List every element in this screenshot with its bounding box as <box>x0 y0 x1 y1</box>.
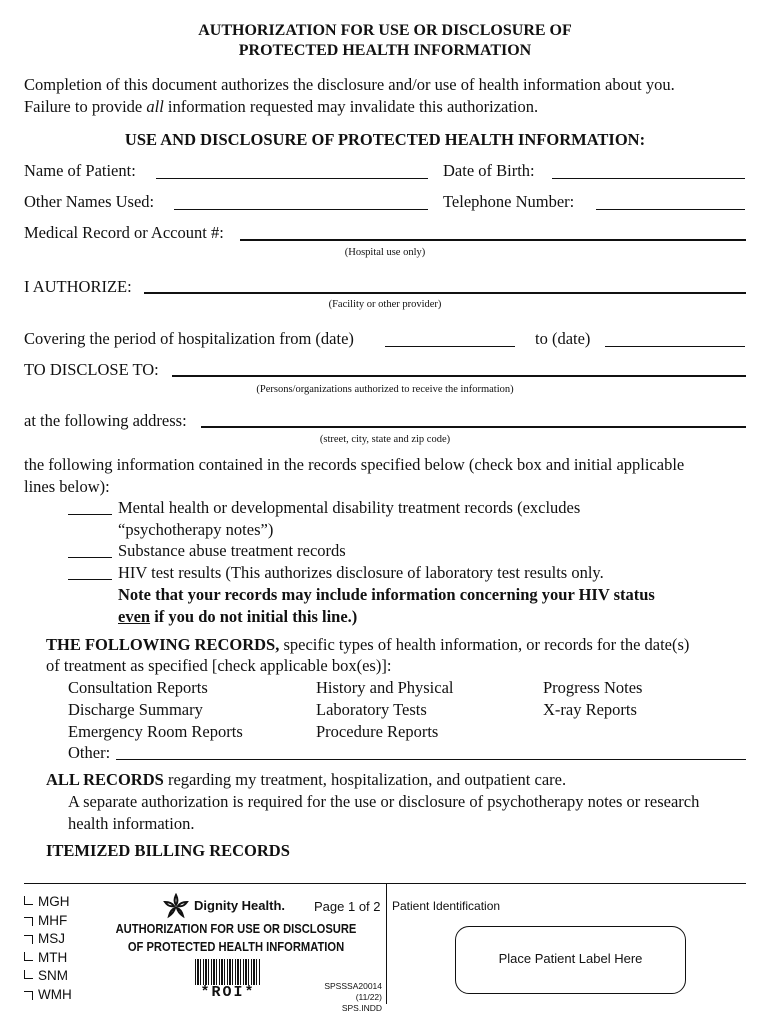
barcode-text: *ROI* <box>200 984 256 1001</box>
hospital-use-note: (Hospital use only) <box>344 247 426 258</box>
to-date-field[interactable] <box>605 346 745 347</box>
record-option-history[interactable]: History and Physical <box>316 678 454 697</box>
facility-mhf[interactable]: MHF <box>24 912 72 931</box>
all-records-line[interactable] <box>46 770 566 790</box>
checkbox-icon <box>24 917 33 926</box>
medical-record-field[interactable] <box>240 239 746 241</box>
patient-identification-label: Patient Identification <box>392 899 501 913</box>
barcode <box>195 959 261 985</box>
name-of-patient-label: Name of Patient: <box>24 161 136 180</box>
brand-name: Dignity Health. <box>194 898 286 913</box>
hiv-note-line2 <box>118 607 357 627</box>
name-of-patient-field[interactable] <box>156 178 428 179</box>
mental-health-line2: “psychotherapy notes”) <box>118 520 274 539</box>
records-intro-line2: lines below): <box>24 477 110 496</box>
form-code-line2: (11/22) SPS.INDD <box>341 992 382 1013</box>
substance-abuse-initial-field[interactable] <box>68 557 112 558</box>
intro-emphasis: all <box>146 97 164 116</box>
section-heading: USE AND DISCLOSURE OF PROTECTED HEALTH INFORMATION: <box>124 130 646 149</box>
dignity-health-star-icon <box>162 893 190 919</box>
address-note: (street, city, state and zip code) <box>319 434 451 445</box>
form-code <box>318 981 382 1014</box>
disclose-to-label: TO DISCLOSE TO: <box>24 360 159 379</box>
hiv-initial-field[interactable] <box>68 579 112 580</box>
record-option-emergency[interactable]: Emergency Room Reports <box>68 722 243 741</box>
intro-line2 <box>24 97 538 117</box>
following-records-line2: of treatment as specified [check applicable box(es)]: <box>46 656 392 675</box>
checkbox-icon <box>24 991 33 1000</box>
other-field[interactable] <box>116 759 746 760</box>
facility-snm[interactable]: SNM <box>24 967 72 986</box>
records-intro-line1: the following information contained in the records specified below (check box and initial applicable <box>24 455 685 474</box>
all-records-text: regarding my treatment, hospitalization, and outpatient care. <box>163 770 567 789</box>
facility-wmh[interactable]: WMH <box>24 986 72 1005</box>
record-option-procedure[interactable]: Procedure Reports <box>316 722 439 741</box>
disclose-to-field[interactable] <box>172 375 746 377</box>
date-of-birth-field[interactable] <box>552 178 745 179</box>
page-number: Page 1 of 2 <box>314 899 381 914</box>
footer-form-title <box>107 920 365 956</box>
footer-form-title-line1: AUTHORIZATION FOR USE OR DISCLOSURE <box>115 921 357 936</box>
following-records-heading: THE FOLLOWING RECORDS, <box>46 635 280 654</box>
record-option-discharge[interactable]: Discharge Summary <box>68 700 203 719</box>
telephone-field[interactable] <box>596 209 745 210</box>
form-title-line1: AUTHORIZATION FOR USE OR DISCLOSURE OF <box>198 22 572 39</box>
checkbox-icon <box>24 970 33 979</box>
i-authorize-field[interactable] <box>144 292 746 294</box>
hiv-note-even: even <box>118 607 151 626</box>
facility-list <box>24 893 72 1004</box>
record-option-xray[interactable]: X-ray Reports <box>543 700 637 719</box>
other-names-label: Other Names Used: <box>24 192 155 211</box>
other-label: Other: <box>68 743 111 762</box>
intro-text: Failure to provide <box>24 97 147 116</box>
checkbox-icon <box>24 952 33 961</box>
following-records-text: specific types of health information, or records for the date(s) <box>279 635 690 654</box>
itemized-billing-records[interactable]: ITEMIZED BILLING RECORDS <box>46 841 290 860</box>
checkbox-icon <box>24 935 33 944</box>
facility-msj[interactable]: MSJ <box>24 930 72 949</box>
footer-divider <box>24 883 746 884</box>
following-records-line1[interactable] <box>46 635 689 655</box>
from-date-field[interactable] <box>385 346 515 347</box>
address-field[interactable] <box>201 426 746 428</box>
separate-auth-line1: A separate authorization is required for the use or disclosure of psychotherapy notes or research <box>68 792 700 811</box>
footer-vertical-divider <box>386 884 387 1004</box>
records-column-2 <box>316 677 454 743</box>
date-of-birth-label: Date of Birth: <box>443 161 535 180</box>
hiv-note-line1: Note that your records may include information concerning your HIV status <box>118 585 655 604</box>
hiv-note-rest: if you do not initial this line.) <box>150 607 358 626</box>
separate-auth-line2: health information. <box>68 814 195 833</box>
facility-mgh[interactable]: MGH <box>24 893 72 912</box>
checkbox-icon <box>24 896 33 905</box>
intro-text-rest: information requested may invalidate this authorization. <box>163 97 539 116</box>
form-title-line2: PROTECTED HEALTH INFORMATION <box>238 42 532 59</box>
covering-period-label: Covering the period of hospitalization from (date) <box>24 329 354 348</box>
address-label: at the following address: <box>24 411 187 430</box>
patient-label-placeholder: Place Patient Label Here <box>498 951 643 966</box>
form-code-line1: SPSSSA20014 <box>324 981 382 991</box>
record-option-progress[interactable]: Progress Notes <box>543 678 643 697</box>
record-option-laboratory[interactable]: Laboratory Tests <box>316 700 427 719</box>
i-authorize-label: I AUTHORIZE: <box>24 277 132 296</box>
facility-note: (Facility or other provider) <box>328 299 442 310</box>
medical-record-label: Medical Record or Account #: <box>24 223 224 242</box>
telephone-label: Telephone Number: <box>443 192 575 211</box>
facility-mth[interactable]: MTH <box>24 949 72 968</box>
intro-line1: Completion of this document authorizes the disclosure and/or use of health information about you. <box>24 75 675 94</box>
records-column-3 <box>543 677 642 721</box>
to-date-label: to (date) <box>535 329 591 348</box>
mental-health-initial-field[interactable] <box>68 514 112 515</box>
footer-form-title-line2: OF PROTECTED HEALTH INFORMATION <box>127 939 345 954</box>
patient-label-box[interactable] <box>455 926 686 994</box>
records-column-1 <box>68 677 243 743</box>
all-records-heading: ALL RECORDS <box>46 770 164 789</box>
mental-health-line1: Mental health or developmental disability treatment records (excludes <box>118 498 581 517</box>
substance-abuse-label: Substance abuse treatment records <box>118 541 346 560</box>
persons-note: (Persons/organizations authorized to receive the information) <box>256 384 514 395</box>
record-option-consultation[interactable]: Consultation Reports <box>68 678 208 697</box>
hiv-label: HIV test results (This authorizes disclosure of laboratory test results only. <box>118 563 604 582</box>
other-names-field[interactable] <box>174 209 428 210</box>
